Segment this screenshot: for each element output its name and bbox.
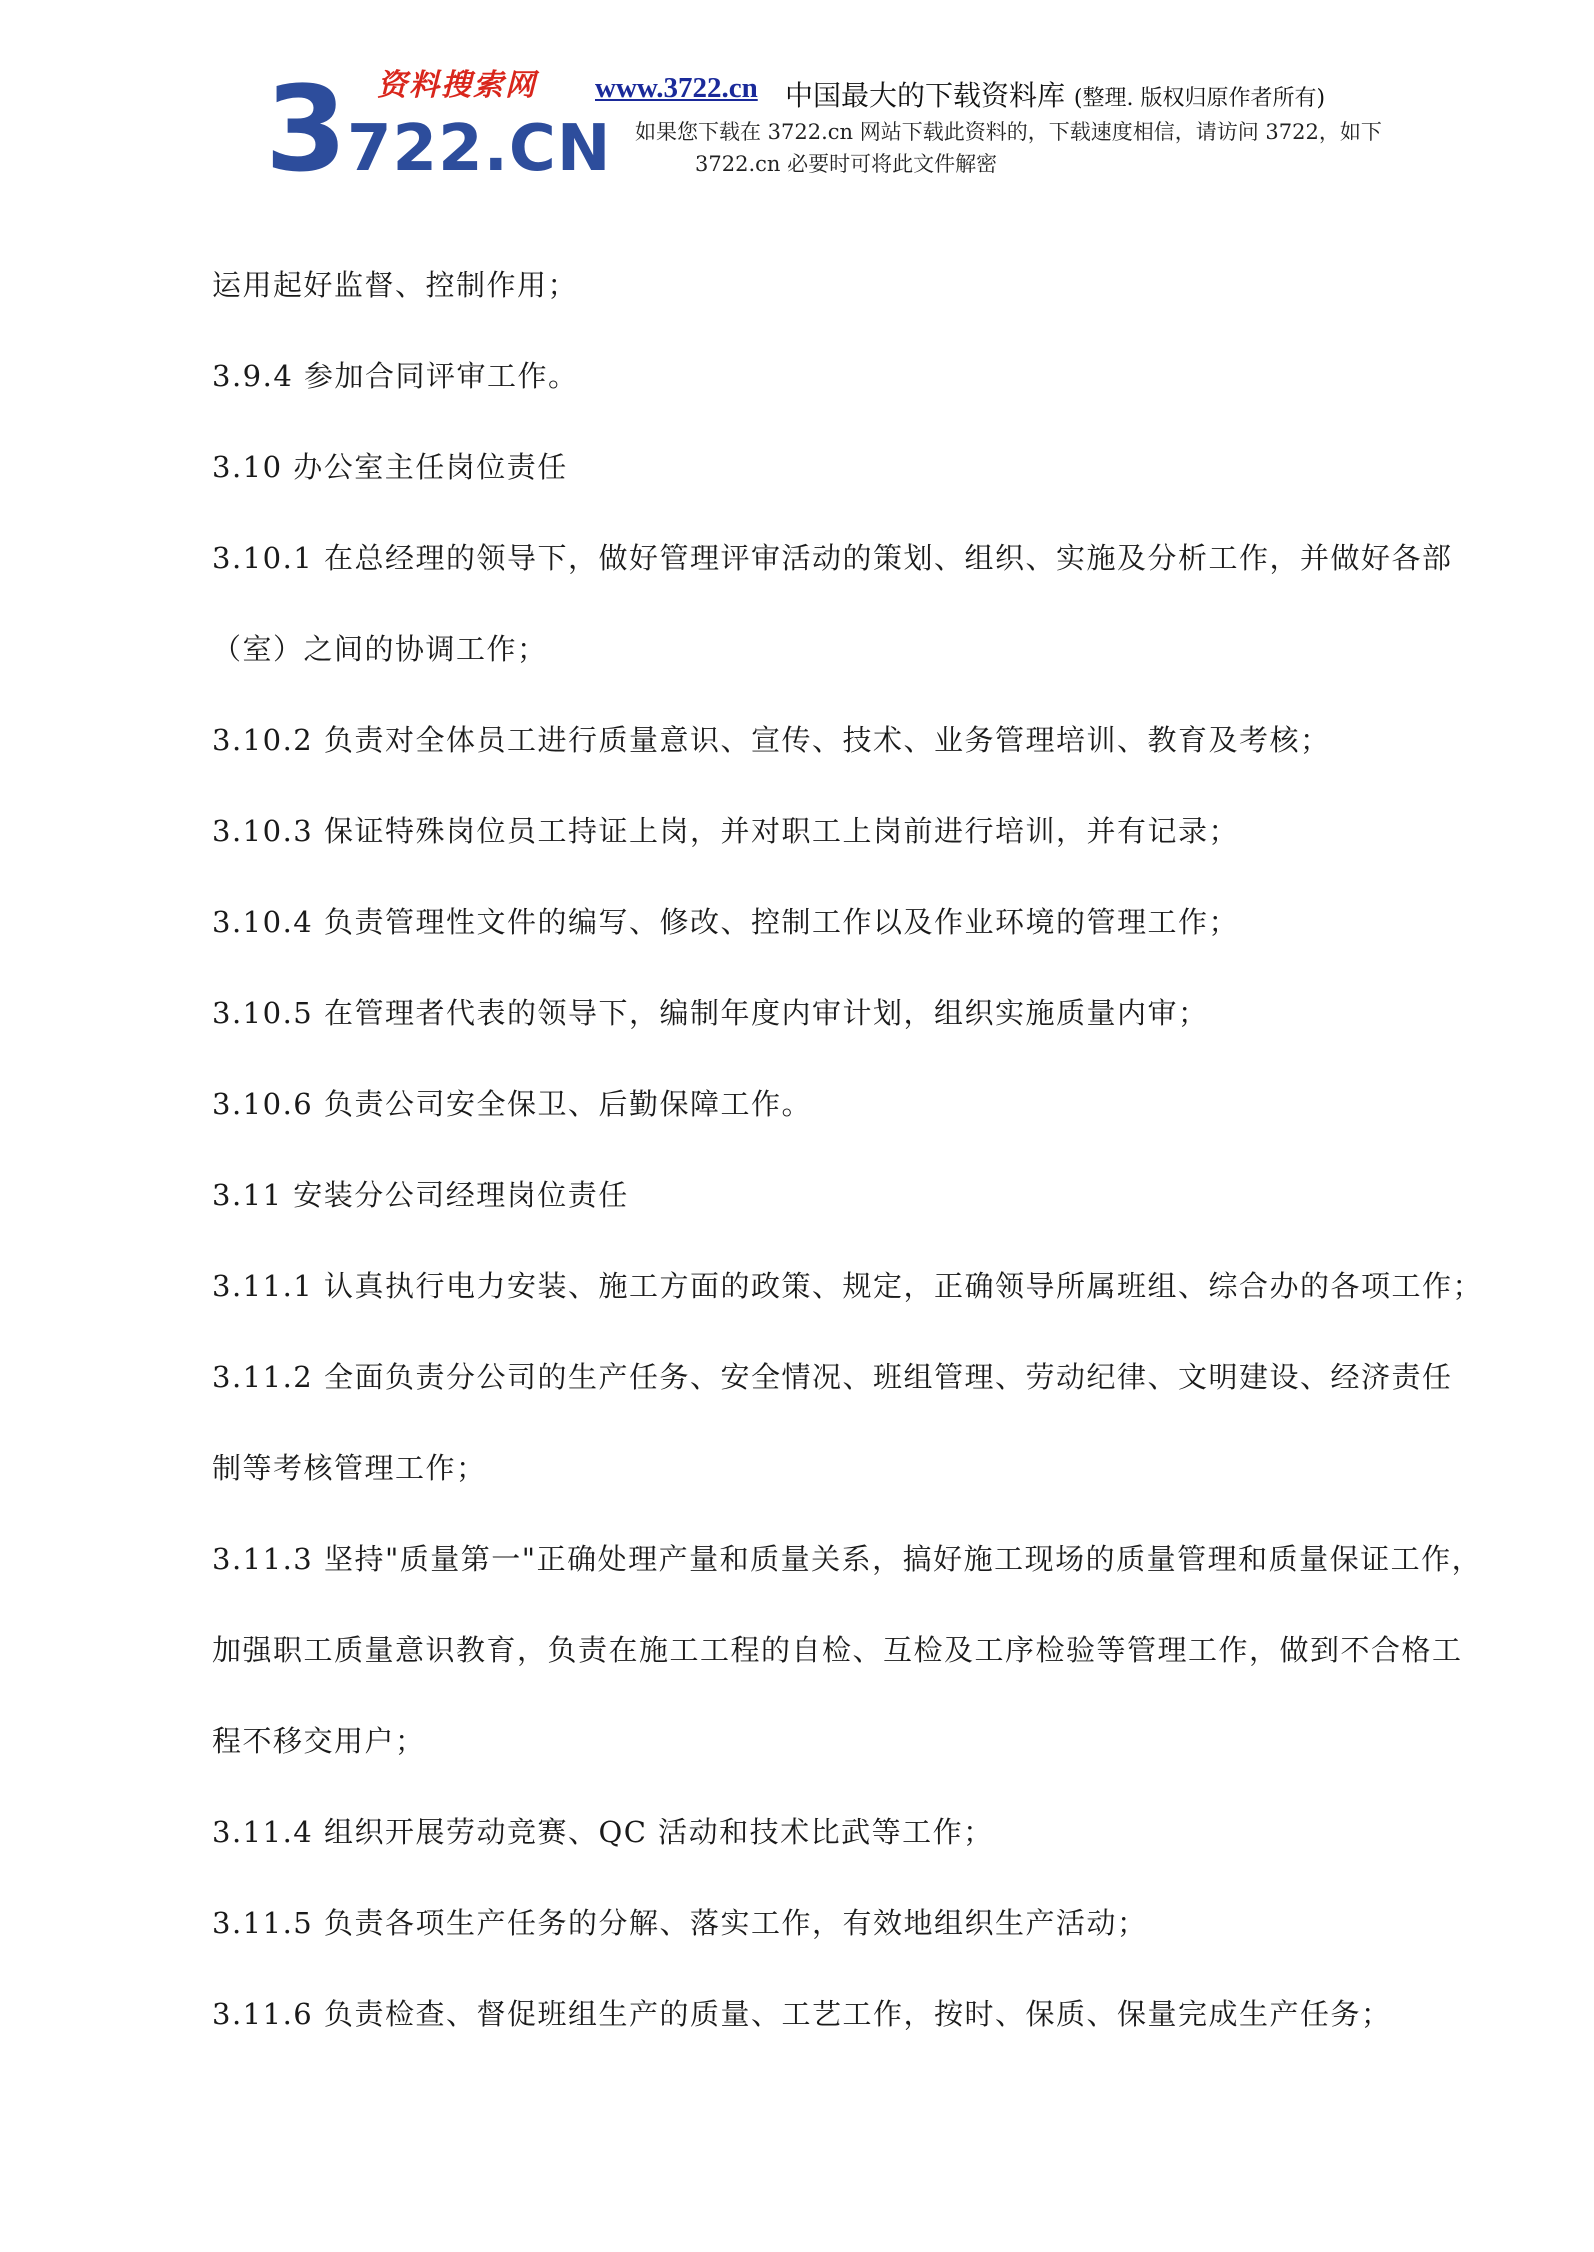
header-note-line-1: 如果您下载在 3722.cn 网站下载此资料的，下载速度相信，请访问 3722，如下 <box>635 120 1382 144</box>
paragraph: 3.11.4 组织开展劳动竞赛、QC 活动和技术比武等工作； <box>212 1815 994 1849</box>
section-heading: 3.11 安装分公司经理岗位责任 <box>212 1178 629 1212</box>
logo-digit: 3 <box>265 60 346 198</box>
paragraph: 3.10.2 负责对全体员工进行质量意识、宣传、技术、业务管理培训、教育及考核； <box>212 723 1331 757</box>
paragraph: 加强职工质量意识教育，负责在施工工程的自检、互检及工序检验等管理工作，做到不合格工 <box>212 1633 1463 1667</box>
paragraph: 3.11.1 认真执行电力安装、施工方面的政策、规定，正确领导所属班组、综合办的各项工作； <box>212 1269 1483 1303</box>
header-slogan-text: 中国最大的下载资料库 <box>785 79 1066 112</box>
paragraph: 3.10.5 在管理者代表的领导下，编制年度内审计划，组织实施质量内审； <box>212 996 1209 1030</box>
header-slogan <box>785 74 1325 114</box>
paragraph: （室）之间的协调工作； <box>212 632 548 666</box>
paragraph: 3.11.6 负责检查、督促班组生产的质量、工艺工作，按时、保质、保量完成生产任务； <box>212 1997 1392 2031</box>
header-url-link[interactable]: www.3722.cn <box>595 72 758 104</box>
paragraph: 3.10.3 保证特殊岗位员工持证上岗，并对职工上岗前进行培训，并有记录； <box>212 814 1239 848</box>
paragraph: 3.11.2 全面负责分公司的生产任务、安全情况、班组管理、劳动纪律、文明建设、经济责任 <box>212 1360 1453 1394</box>
header-slogan-note: (整理. 版权归原作者所有) <box>1073 86 1326 111</box>
paragraph: 3.11.3 坚持"质量第一"正确处理产量和质量关系，搞好施工现场的质量管理和质量保证工作， <box>212 1542 1483 1576</box>
paragraph: 3.10.1 在总经理的领导下，做好管理评审活动的策划、组织、实施及分析工作，并做好各部 <box>212 541 1453 575</box>
section-heading: 3.10 办公室主任岗位责任 <box>212 450 568 484</box>
header-note-line-2: 3722.cn 必要时可将此文件解密 <box>695 152 998 176</box>
paragraph: 3.11.5 负责各项生产任务的分解、落实工作，有效地组织生产活动； <box>212 1906 1148 1940</box>
paragraph: 3.10.6 负责公司安全保卫、后勤保障工作。 <box>212 1087 812 1121</box>
document-body <box>212 240 1512 2060</box>
logo-tagline: 资料搜索网 <box>377 68 537 103</box>
paragraph: 3.10.4 负责管理性文件的编写、修改、控制工作以及作业环境的管理工作； <box>212 905 1239 939</box>
paragraph: 3.9.4 参加合同评审工作。 <box>212 359 579 393</box>
logo-domain: 722.CN <box>347 112 612 186</box>
site-logo <box>265 60 612 198</box>
paragraph: 程不移交用户； <box>212 1724 426 1758</box>
page-header <box>265 60 1465 198</box>
paragraph: 运用起好监督、控制作用； <box>212 268 579 302</box>
paragraph: 制等考核管理工作； <box>212 1451 487 1485</box>
